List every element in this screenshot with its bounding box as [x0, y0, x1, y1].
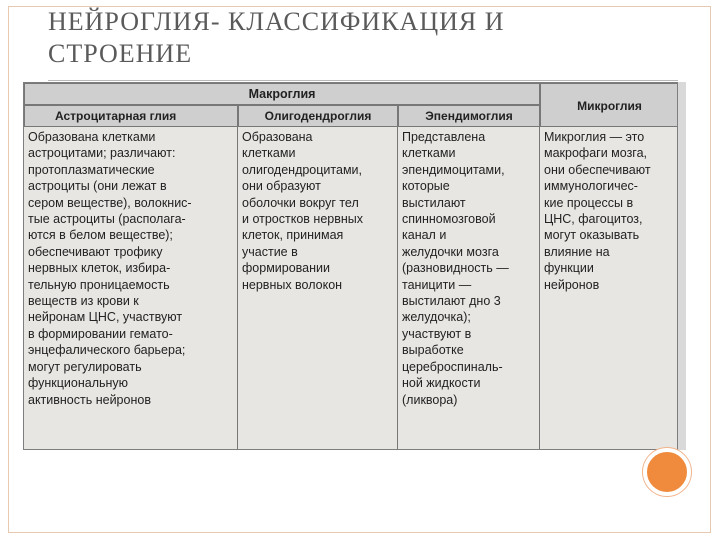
cell-ependymoglia: Представлена клетками эпендимоцитами, которые выстилают спинномозговой канал и желудочки мозга (разновидность — таницити — выстилают дно 3 желудочка); участвуют в выработке цереброспиналь- ной жидкости (ликвора) [398, 127, 540, 450]
column-header-ependymoglia: Эпендимоглия [398, 105, 540, 127]
macroglia-group-header: Макроглия [24, 83, 540, 105]
neuroglia-table-image [23, 82, 678, 450]
decorative-orange-circle [643, 448, 691, 496]
slide-title [48, 6, 648, 70]
slide-title-line-2: СТРОЕНИЕ [48, 39, 193, 68]
cell-microglia: Микроглия — это макрофаги мозга, они обеспечивают иммунологичес- кие процессы в ЦНС, фагоцитоз, могут оказывать влияние на функции нейронов [544, 130, 651, 292]
slide-title-line-1: НЕЙРОГЛИЯ- КЛАССИФИКАЦИЯ И [48, 7, 505, 36]
column-header-microglia: Микроглия [540, 83, 678, 127]
column-header-astrocytic: Астроцитарная глия [24, 105, 238, 127]
column-header-oligodendroglia: Олигодендроглия [238, 105, 398, 127]
cell-astrocytic: Образована клетками астроцитами; различают: протоплазматические астроциты (они лежат в сером веществе), волокнис- тые астроциты (располага- ются в белом веществе); обеспечивают трофику нервных клеток, избира- тельную проницаемость веществ из крови к нейронам ЦНС, участвуют в формировании гемато- энцефалического барьера; могут регулировать функциональную активность нейронов [24, 127, 238, 450]
title-divider [48, 80, 678, 81]
cell-oligodendroglia: Образована клетками олигодендроцитами, они образуют оболочки вокруг тел и отростков нервных клеток, принимая участие в формировании нервных волокон [238, 127, 398, 450]
image-edge-strip [678, 82, 686, 450]
